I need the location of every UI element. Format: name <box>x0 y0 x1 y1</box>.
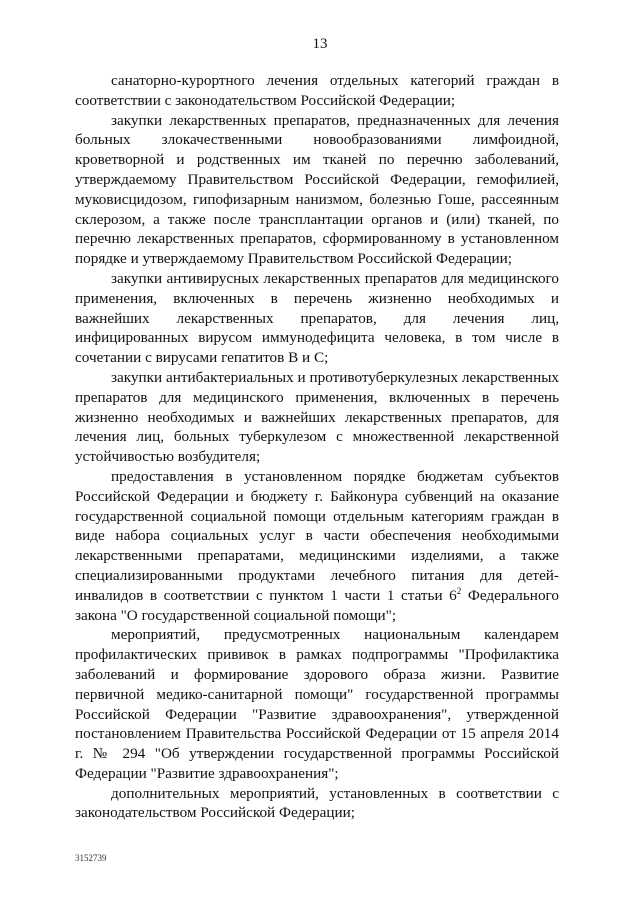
article-superscript: 2 <box>456 585 462 596</box>
paragraph-subventions-tail: Федерального закона "О государственной социальной помощи"; <box>75 586 559 624</box>
page-number: 13 <box>312 36 328 52</box>
paragraph-oncology-drugs: закупки лекарственных препаратов, предназначенных для лечения больных злокачественными новообразованиями лимфоидной, кроветворной и родственных им тканей по перечню заболеваний, утверждаемому Правительством Российской Федерации, гемофилией, муковисцидозом, гипофизарным нанизмом, болезнью Гоше, рассеянным склерозом, а также после трансплантации органов и (или) тканей, по перечню лекарственных препаратов, сформированному в установленном порядке и утверждаемому Правительством Российской Федерации; <box>75 111 559 268</box>
paragraph-vaccinations: мероприятий, предусмотренных национальным календарем профилактических прививок в рамках подпрограммы "Профилактика заболеваний и формирование здорового образа жизни. Развитие первичной медико-санитарной помощи" государственной программы Российской Федерации "Развитие здравоохранения", утвержденной постановлением Правительства Российской Федерации от 15 апреля 2014 г. № 294 "Об утверждении государственной программы Российской Федерации "Развитие здравоохранения"; <box>75 626 559 782</box>
paragraph-additional-measures: дополнительных мероприятий, установленных в соответствии с законодательством Российской Федерации; <box>75 784 559 822</box>
document-code: 3152739 <box>75 853 107 863</box>
paragraph-sanatorium: санаторно-курортного лечения отдельных категорий граждан в соответствии с законодательством Российской Федерации; <box>75 72 559 109</box>
paragraph-subventions <box>75 467 559 625</box>
document-body <box>75 71 559 823</box>
paragraph-subventions-text: предоставления в установленном порядке бюджетам субъектов Российской Федерации и бюджету г. Байконура субвенций на оказание государственной социальной помощи отдельным категориям граждан в виде набора социальных услуг в части обеспечения необходимыми лекарственными препаратами, медицинскими изделиями, а также специализированными продуктами лечебного питания для детей-инвалидов в соответствии с пунктом 1 части 1 статьи 6 <box>75 467 559 604</box>
paragraph-antiviral-drugs: закупки антивирусных лекарственных препаратов для медицинского применения, включенных в перечень жизненно необходимых и важнейших лекарственных препаратов, для лечения лиц, инфицированных вирусом иммунодефицита человека, в том числе в сочетании с вирусами гепатитов В и С; <box>75 269 559 367</box>
paragraph-antibacterial-drugs: закупки антибактериальных и противотуберкулезных лекарственных препаратов для медицинского применения, включенных в перечень жизненно необходимых и важнейших лекарственных препаратов, для лечения лиц, больных туберкулезом с множественной лекарственной устойчивостью возбудителя; <box>75 368 559 466</box>
